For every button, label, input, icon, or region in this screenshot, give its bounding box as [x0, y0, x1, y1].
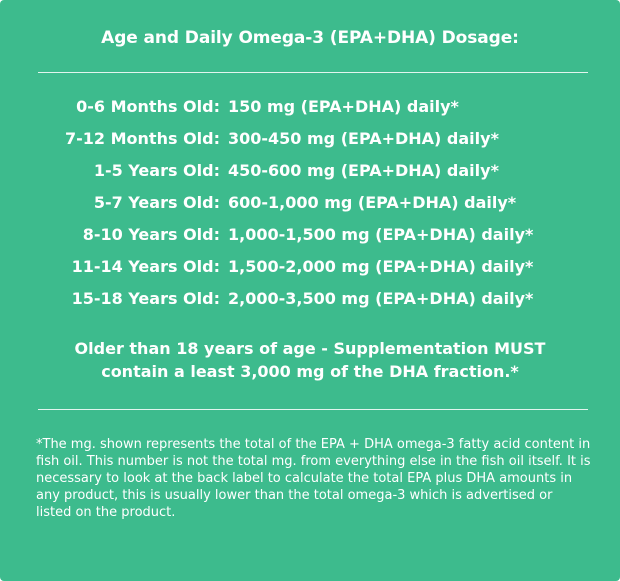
dosage-amount: 600-1,000 mg (EPA+DHA) daily*: [228, 193, 517, 212]
dosage-row: [0, 223, 620, 255]
adult-note-line: contain a least 3,000 mg of the DHA fraction.*: [101, 362, 519, 381]
dosage-amount: 150 mg (EPA+DHA) daily*: [228, 97, 459, 116]
dosage-amount: 300-450 mg (EPA+DHA) daily*: [228, 129, 499, 148]
dosage-amount: 2,000-3,500 mg (EPA+DHA) daily*: [228, 289, 534, 308]
age-label: 0-6 Months Old:: [76, 97, 220, 116]
dosage-row: [0, 255, 620, 287]
age-label: 8-10 Years Old:: [82, 225, 220, 244]
adult-note-line: Older than 18 years of age - Supplementation MUST: [74, 339, 546, 358]
bottom-divider: [38, 409, 588, 410]
dosage-amount: 1,000-1,500 mg (EPA+DHA) daily*: [228, 225, 534, 244]
age-label: 5-7 Years Old:: [93, 193, 220, 212]
dosage-amount: 450-600 mg (EPA+DHA) daily*: [228, 161, 499, 180]
page-title: Age and Daily Omega-3 (EPA+DHA) Dosage:: [101, 28, 519, 48]
dosage-table: [0, 95, 620, 319]
age-label: 7-12 Months Old:: [65, 129, 220, 148]
dosage-row: [0, 127, 620, 159]
dosage-row: [0, 287, 620, 319]
dosage-row: [0, 159, 620, 191]
footnote: *The mg. shown represents the total of the EPA + DHA omega-3 fatty acid content in fish oil. This number is not the total mg. from everything else in the fish oil itself. It is necessary to look at the back label to calculate the total EPA plus DHA amounts in any product, this is usually lower than the total omega-3 which is advertised or listed on the product.: [36, 437, 591, 520]
age-label: 15-18 Years Old:: [71, 289, 220, 308]
dosage-row: [0, 95, 620, 127]
dosage-amount: 1,500-2,000 mg (EPA+DHA) daily*: [228, 257, 534, 276]
age-label: 1-5 Years Old:: [93, 161, 220, 180]
dosage-row: [0, 191, 620, 223]
top-divider: [38, 72, 588, 73]
age-label: 11-14 Years Old:: [71, 257, 220, 276]
adult-note: [0, 337, 620, 383]
